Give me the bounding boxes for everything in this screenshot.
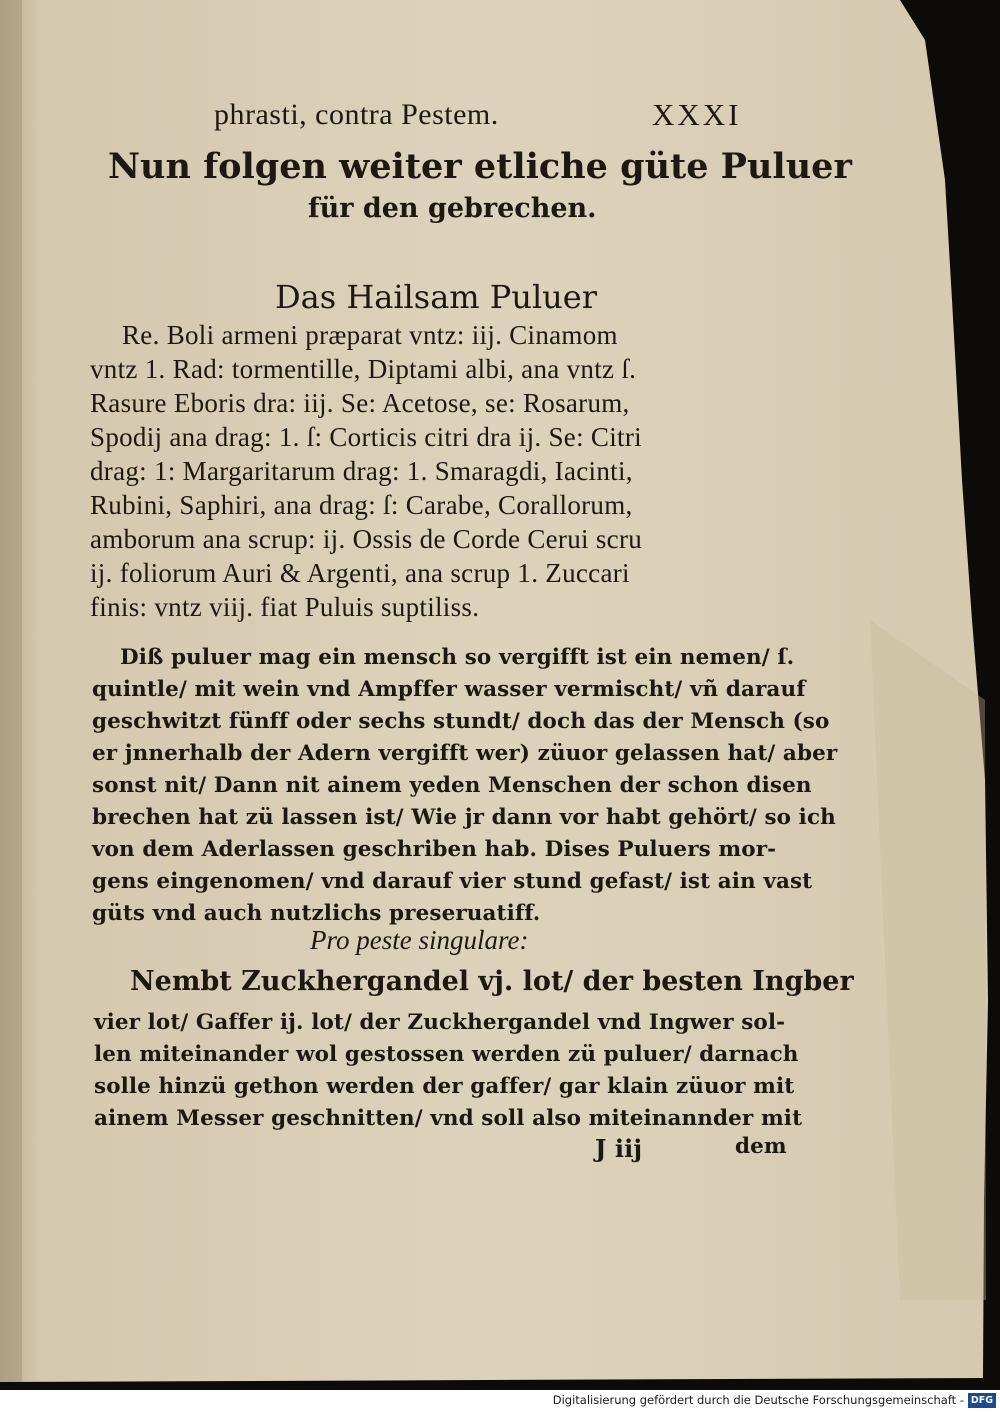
text-line: güts vnd auch nutzlichs preseruatiff. xyxy=(92,901,541,926)
dfg-logo: DFG xyxy=(968,1393,996,1408)
text-line: sonst nit/ Dann nit ainem yeden Menschen der schon disen xyxy=(92,773,812,798)
text-line: quintle/ mit wein vnd Ampffer wasser vermischt/ vñ darauf xyxy=(92,677,806,702)
catchword: dem xyxy=(735,1134,787,1159)
text-line: vntz 1. Rad: tormentille, Diptami albi, ana vntz ſ. xyxy=(90,354,637,384)
footer-bar xyxy=(0,1390,1000,1412)
text-line: vier lot/ Gaffer ij. lot/ der Zuckhergandel vnd Ingwer sol- xyxy=(94,1010,786,1035)
heading-line-1: Nun folgen weiter etliche güte Puluer xyxy=(108,146,852,187)
text-line: finis: vntz viij. fiat Puluis suptiliss. xyxy=(90,592,480,622)
text-line: solle hinzü gethon werden der gaffer/ gar klain züuor mit xyxy=(94,1074,795,1099)
text-line: len miteinander wol gestossen werden zü puluer/ darnach xyxy=(94,1042,799,1067)
text-line: brechen hat zü lassen ist/ Wie jr dann vor habt gehört/ so ich xyxy=(92,805,836,830)
heading-line-2: für den gebrechen. xyxy=(308,193,597,224)
section-title-hailsam-puluer: Das Hailsam Puluer xyxy=(275,278,598,316)
text-line: ainem Messer geschnitten/ vnd soll also miteinannder mit xyxy=(94,1106,803,1131)
text-line: von dem Aderlassen geschriben hab. Dises Puluers mor- xyxy=(92,837,777,862)
running-head: phrasti, contra Pestem. xyxy=(214,98,499,131)
text-line: Rasure Eboris dra: iij. Se: Acetose, se: Rosarum, xyxy=(90,388,630,418)
text-line: geschwitzt fünff oder sechs stundt/ doch das der Mensch (so xyxy=(92,709,830,734)
footer-credit: Digitalisierung gefördert durch die Deutsche Forschungsgemeinschaft - xyxy=(552,1393,964,1407)
text-line: Re. Boli armeni præparat vntz: iij. Cinamom xyxy=(122,320,618,350)
text-line: drag: 1: Margaritarum drag: 1. Smaragdi, Iacinti, xyxy=(90,456,633,486)
text-line: amborum ana scrup: ij. Ossis de Corde Cerui scru xyxy=(90,524,643,554)
text-line: Diß puluer mag ein mensch so vergifft ist ein nemen/ ſ. xyxy=(120,645,795,670)
text-line: Rubini, Saphiri, ana drag: ſ: Carabe, Corallorum, xyxy=(90,490,633,520)
text-line: er jnnerhalb der Adern vergifft wer) züuor gelassen hat/ aber xyxy=(92,741,838,766)
text-line: ij. foliorum Auri & Argenti, ana scrup 1. Zuccari xyxy=(90,558,630,588)
signature-mark: J iij xyxy=(595,1134,643,1163)
text-line: gens eingenomen/ vnd darauf vier stund gefast/ ist ain vast xyxy=(92,869,813,894)
text-line: Spodij ana drag: 1. ſ: Corticis citri dra ij. Se: Citri xyxy=(90,422,642,452)
section-title-pro-peste: Pro peste singulare: xyxy=(310,925,529,955)
text-line: Nembt Zuckhergandel vj. lot/ der besten Ingber xyxy=(130,966,854,997)
folio-number: XXXI xyxy=(652,97,742,132)
